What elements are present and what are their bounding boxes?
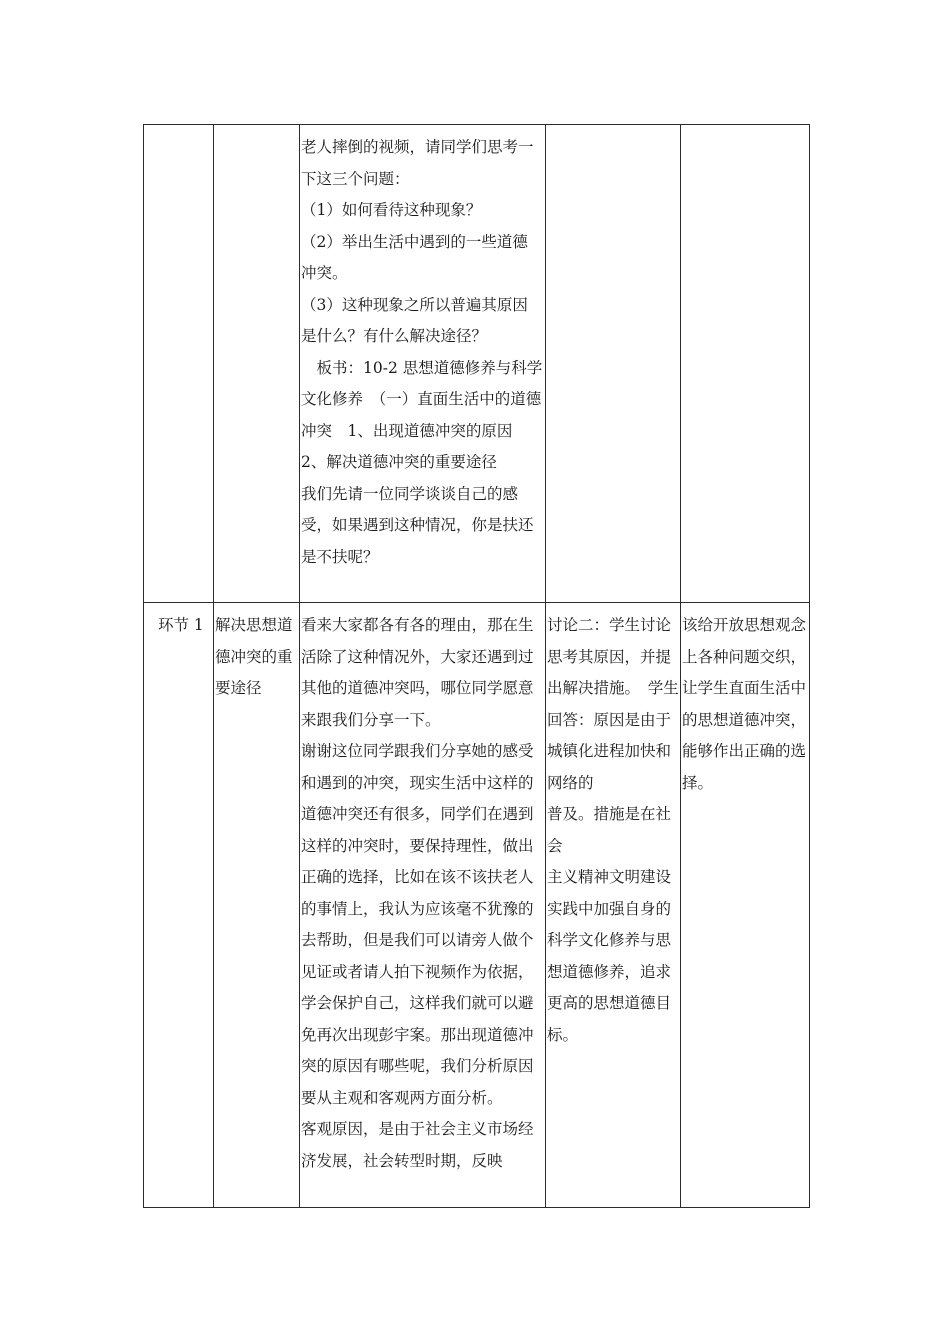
cell-text <box>681 125 809 132</box>
paragraph: （1）如何看待这种现象？ <box>301 201 482 219</box>
paragraph: 客观原因，是由于社会主义市场经济发展，社会转型时期，反映 <box>301 1120 534 1170</box>
paragraph: 普及。措施是在社会 <box>547 805 672 855</box>
student-activity-text <box>546 603 680 1051</box>
design-intent-text: 该给开放思想观念上各种问题交织，让学生直面生活中的思想道德冲突，能够作出正确的选择。 <box>682 616 807 792</box>
table-cell <box>546 125 681 603</box>
table-cell <box>214 125 300 603</box>
table-cell <box>546 603 681 1208</box>
stage-topic: 解决思想道德冲突的重要途径 <box>215 616 293 697</box>
teacher-activity-text <box>300 125 545 573</box>
table-cell <box>681 603 810 1208</box>
table-cell <box>214 603 300 1208</box>
paragraph: 板书：10-2 思想道德修养与科学文化修养 （一）直面生活中的道德冲突 1、出现道德冲突的原因 2、解决道德冲突的重要途径 <box>301 358 543 471</box>
cell-text <box>546 125 680 132</box>
table-cell <box>300 603 546 1208</box>
table-row <box>144 603 810 1208</box>
paragraph: 讨论二：学生讨论思考其原因，并提出解决措施。 学生回答：原因是由于城镇化进程加快和网络的 <box>547 616 679 792</box>
cell-text <box>214 125 299 132</box>
paragraph: 主义精神文明建设实践中加强自身的科学文化修养与思想道德修养，追求更高的思想道德目标。 <box>547 868 672 1044</box>
paragraph: 我们先请一位同学谈谈自己的感受，如果遇到这种情况，你是扶还是不扶呢？ <box>301 484 534 566</box>
table-cell <box>144 603 214 1208</box>
table-row <box>144 125 810 603</box>
cell-text <box>144 125 213 132</box>
paragraph: 看来大家都各有各的理由，那在生活除了这种情况外，大家还遇到过其他的道德冲突吗，哪位同学愿意来跟我们分享一下。 <box>301 616 534 729</box>
table-cell <box>681 125 810 603</box>
teacher-activity-text <box>300 603 545 1177</box>
paragraph: 老人摔倒的视频，请同学们思考一下这三个问题： <box>301 138 534 188</box>
paragraph: （3）这种现象之所以普遍其原因是什么？有什么解决途径？ <box>301 295 528 345</box>
table-cell <box>300 125 546 603</box>
table-cell <box>144 125 214 603</box>
lesson-plan-table <box>143 124 810 1208</box>
stage-label: 环节 1 <box>158 616 204 634</box>
paragraph: 谢谢这位同学跟我们分享她的感受和遇到的冲突，现实生活中这样的道德冲突还有很多，同学们在遇到这样的冲突时，要保持理性，做出正确的选择，比如在该不该扶老人的事情上，我认为应该毫不犹豫的去帮助，但是我们可以请旁人做个见证或者请人拍下视频作为依据，学会保护自己，这样我们就可以避免再次出现彭宇案。那出现道德冲突的原因有哪些呢，我们分析原因要从主观和客观两方面分析。 <box>301 742 534 1107</box>
paragraph: （2）举出生活中遇到的一些道德冲突。 <box>301 232 528 282</box>
